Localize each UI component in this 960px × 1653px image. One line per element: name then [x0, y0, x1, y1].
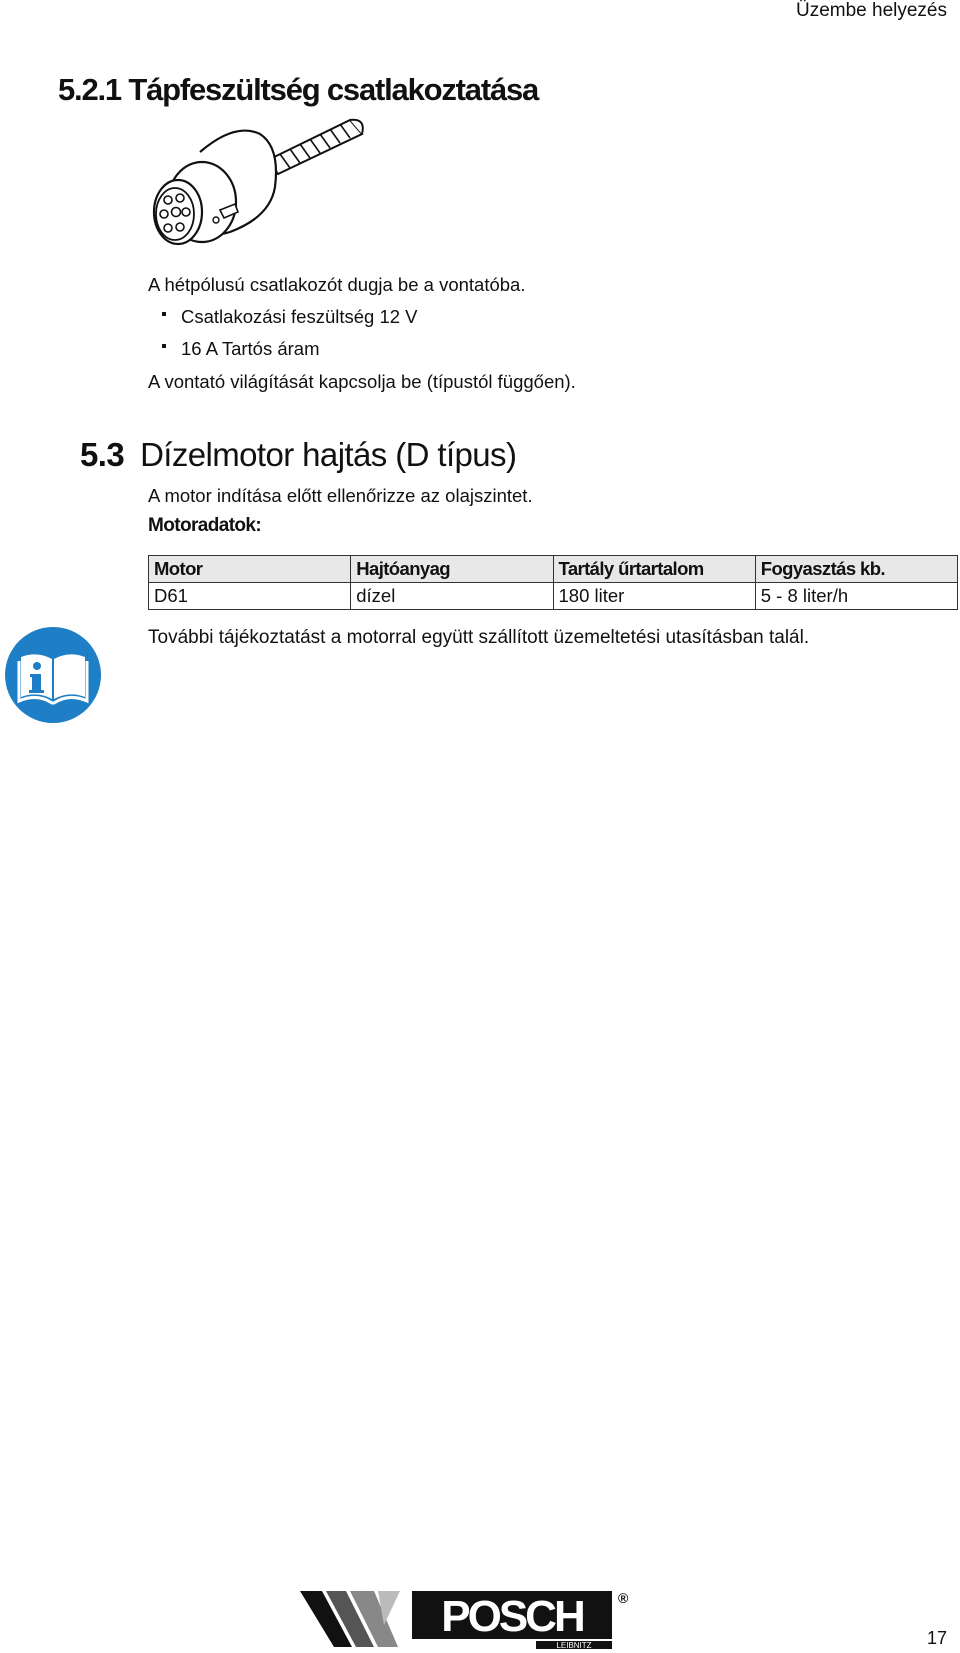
- heading-5-3: [80, 436, 516, 474]
- bullet-square-icon: [162, 312, 166, 316]
- heading-number: 5.3: [80, 436, 125, 473]
- info-book-icon: [5, 627, 101, 723]
- table-cell: dízel: [351, 583, 553, 610]
- bullet-square-icon: [162, 344, 166, 348]
- manual-reference-note: További tájékoztatást a motorral együtt szállított üzemeltetési utasításban talál.: [148, 627, 810, 648]
- plug-instruction: A hétpólusú csatlakozót dugja be a vontatóba.: [148, 274, 526, 295]
- heading-title: Dízelmotor hajtás (D típus): [140, 436, 517, 473]
- motor-data-subheading: Motoradatok:: [148, 515, 262, 536]
- bullet-item: [162, 306, 418, 328]
- table-header-cell: Fogyasztás kb.: [755, 556, 957, 583]
- bullet-text: Csatlakozási feszültség 12 V: [181, 306, 418, 327]
- bullet-item: [162, 338, 320, 360]
- seven-pin-plug-icon: [140, 112, 390, 262]
- heading-5-2-1: 5.2.1 Tápfeszültség csatlakoztatása: [58, 72, 539, 107]
- oil-check-instruction: A motor indítása előtt ellenőrizze az olajszintet.: [148, 485, 533, 506]
- table-cell: D61: [149, 583, 351, 610]
- table-cell: 5 - 8 liter/h: [755, 583, 957, 610]
- table-header-cell: Motor: [149, 556, 351, 583]
- table-header-row: [149, 556, 958, 583]
- table-row: [149, 583, 958, 610]
- table-cell: 180 liter: [553, 583, 755, 610]
- bullet-text: 16 A Tartós áram: [181, 338, 320, 359]
- table-header-cell: Tartály űrtartalom: [553, 556, 755, 583]
- logo-registered-mark: ®: [618, 1590, 629, 1606]
- page-number: 17: [926, 1628, 947, 1648]
- posch-logo: [300, 1585, 630, 1649]
- logo-brand-text: POSCH: [441, 1592, 583, 1641]
- logo-sub-text: LEIBNITZ: [556, 1641, 592, 1649]
- table-header-cell: Hajtóanyag: [351, 556, 553, 583]
- lighting-instruction: A vontató világítását kapcsolja be (típustól függően).: [148, 371, 576, 392]
- motor-data-table: [148, 555, 958, 610]
- header-section-title: Üzembe helyezés: [795, 0, 947, 21]
